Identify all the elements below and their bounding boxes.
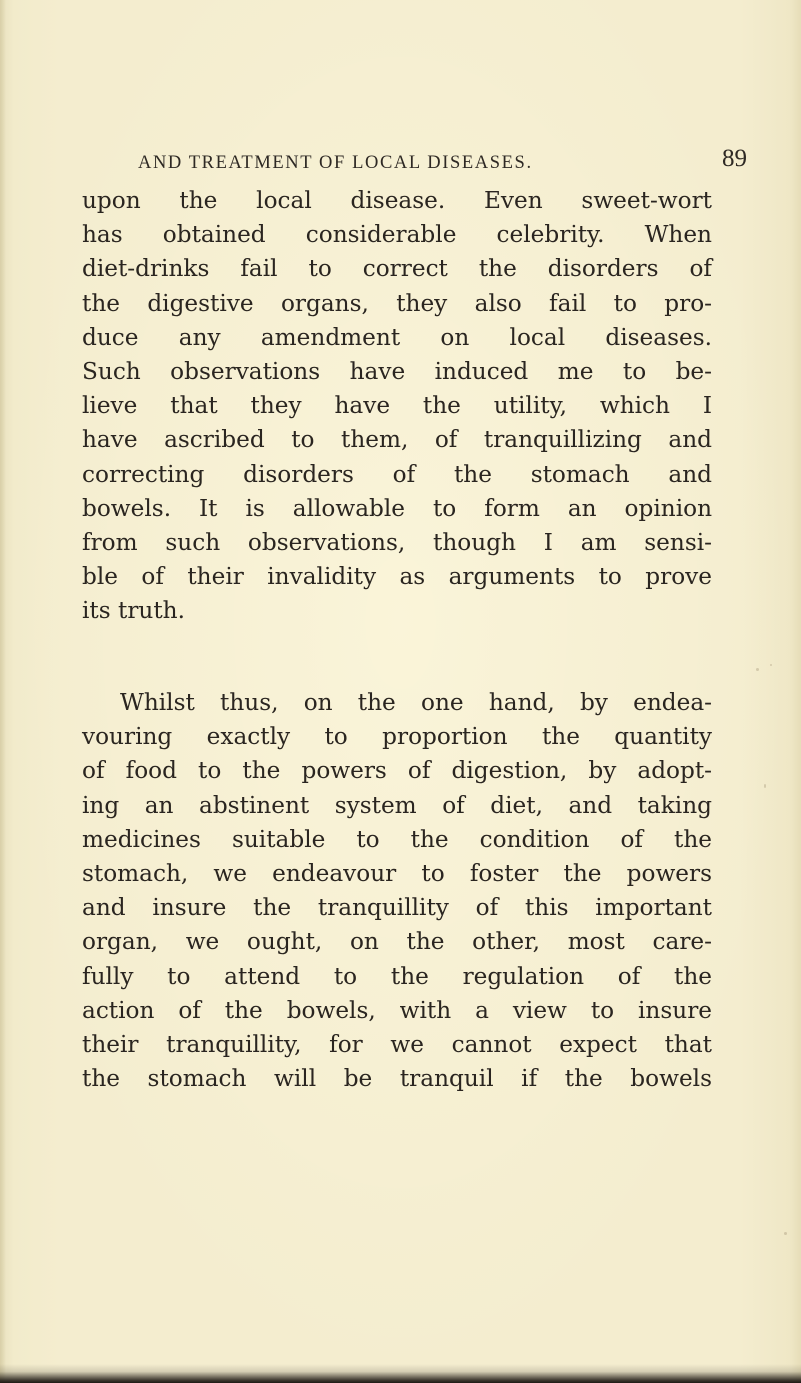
page-bottom-edge-shadow bbox=[0, 1364, 801, 1383]
page-gutter-shadow bbox=[0, 0, 6, 1383]
text-line: from such observations, though I am sensi- bbox=[82, 529, 712, 557]
paragraph-1 bbox=[82, 184, 712, 629]
text-line: their tranquillity, for we cannot expect that bbox=[82, 1031, 712, 1059]
paper-speck bbox=[764, 784, 766, 788]
text-line: Such observations have induced me to be- bbox=[82, 358, 712, 386]
text-line: stomach, we endeavour to foster the powers bbox=[82, 860, 712, 888]
text-line: and insure the tranquillity of this important bbox=[82, 894, 712, 922]
text-line: Whilst thus, on the one hand, by endea- bbox=[120, 689, 712, 716]
text-line: bowels. It is allowable to form an opinion bbox=[82, 494, 712, 522]
text-line: correcting disorders of the stomach and bbox=[82, 460, 712, 488]
text-line: the stomach will be tranquil if the bowels bbox=[82, 1065, 712, 1093]
text-line: organ, we ought, on the other, most care- bbox=[82, 928, 712, 956]
text-line: its truth. bbox=[82, 597, 185, 625]
text-line: medicines suitable to the condition of the bbox=[82, 825, 712, 853]
running-head: AND TREATMENT OF LOCAL DISEASES. bbox=[138, 153, 533, 173]
text-line: has obtained considerable celebrity. When bbox=[82, 221, 712, 249]
paper-speck bbox=[756, 668, 759, 671]
paragraph-2 bbox=[82, 686, 712, 1096]
text-line: upon the local disease. Even sweet-wort bbox=[82, 187, 712, 214]
text-line: vouring exactly to proportion the quantity bbox=[82, 723, 712, 751]
page-number: 89 bbox=[722, 145, 747, 172]
text-line: have ascribed to them, of tranquillizing and bbox=[82, 426, 712, 454]
paper-speck bbox=[784, 1232, 787, 1235]
text-line: diet-drinks fail to correct the disorders of bbox=[82, 255, 712, 283]
text-line: ing an abstinent system of diet, and taking bbox=[82, 791, 712, 819]
text-line: duce any amendment on local diseases. bbox=[82, 323, 712, 351]
text-line: action of the bowels, with a view to insure bbox=[82, 996, 712, 1024]
text-line: of food to the powers of digestion, by adopt- bbox=[82, 757, 712, 785]
text-line: lieve that they have the utility, which I bbox=[82, 392, 712, 420]
text-line: the digestive organs, they also fail to pro- bbox=[82, 289, 712, 317]
text-line: fully to attend to the regulation of the bbox=[82, 962, 712, 990]
text-line: ble of their invalidity as arguments to prove bbox=[82, 563, 712, 591]
paper-speck bbox=[770, 664, 772, 666]
